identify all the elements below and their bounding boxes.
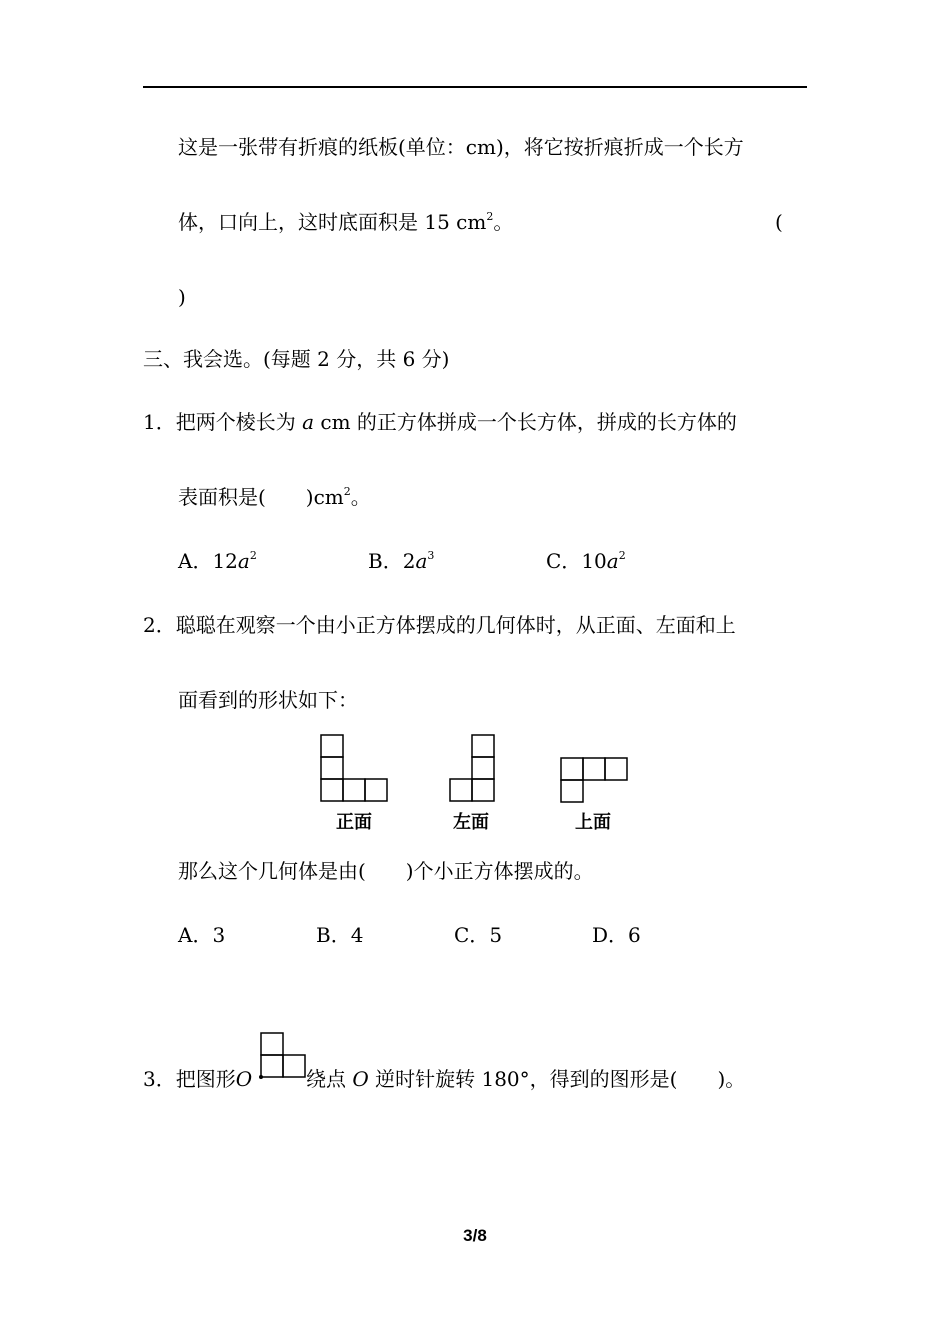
q2-option-c[interactable]: C．5 [454,923,503,947]
carryover-line-1: 这是一张带有折痕的纸板(单位：cm)，将它按折痕折成一个长方 [178,135,744,159]
q3-line-prefix: 3．把图形O [143,1067,253,1091]
q2-line-1: 2．聪聪在观察一个由小正方体摆成的几何体时，从正面、左面和上 [143,613,736,637]
left-view-label: 左面 [453,812,489,833]
carryover-line-2: 体，口向上，这时底面积是 15 $cm^2$。 [178,210,514,234]
rotation-figure [258,1031,308,1081]
left-view-figure [449,734,497,804]
front-view-figure [320,734,390,804]
answer-paren-open: ( [775,210,783,234]
front-view-label: 正面 [336,812,372,833]
q2-option-d[interactable]: D．6 [592,923,641,947]
q1-option-c[interactable]: C．$10a^2$ [546,549,626,573]
header-rule [143,86,807,88]
q2-line-2: 面看到的形状如下： [178,688,358,712]
q1-option-a[interactable]: A．$12a^2$ [178,549,257,573]
q2-line-3: 那么这个几何体是由( )个小正方体摆成的。 [178,859,594,883]
q1-line-1: 1．把两个棱长为 a cm 的正方体拼成一个长方体，拼成的长方体的 [143,410,737,434]
answer-paren-close: ) [178,285,186,309]
section-heading: 三、我会选。(每题 2 分，共 6 分) [143,347,450,371]
top-view-label: 上面 [575,812,611,833]
page-number: 3/8 [463,1226,487,1245]
q2-option-a[interactable]: A．3 [178,923,226,947]
q3-line-suffix: 绕点 O 逆时针旋转 180°，得到的图形是( )。 [306,1067,746,1091]
q1-line-2: 表面积是( )$cm^2$。 [178,485,371,509]
top-view-figure [560,757,630,805]
q2-option-b[interactable]: B．4 [316,923,364,947]
q1-option-b[interactable]: B．$2a^3$ [368,549,435,573]
